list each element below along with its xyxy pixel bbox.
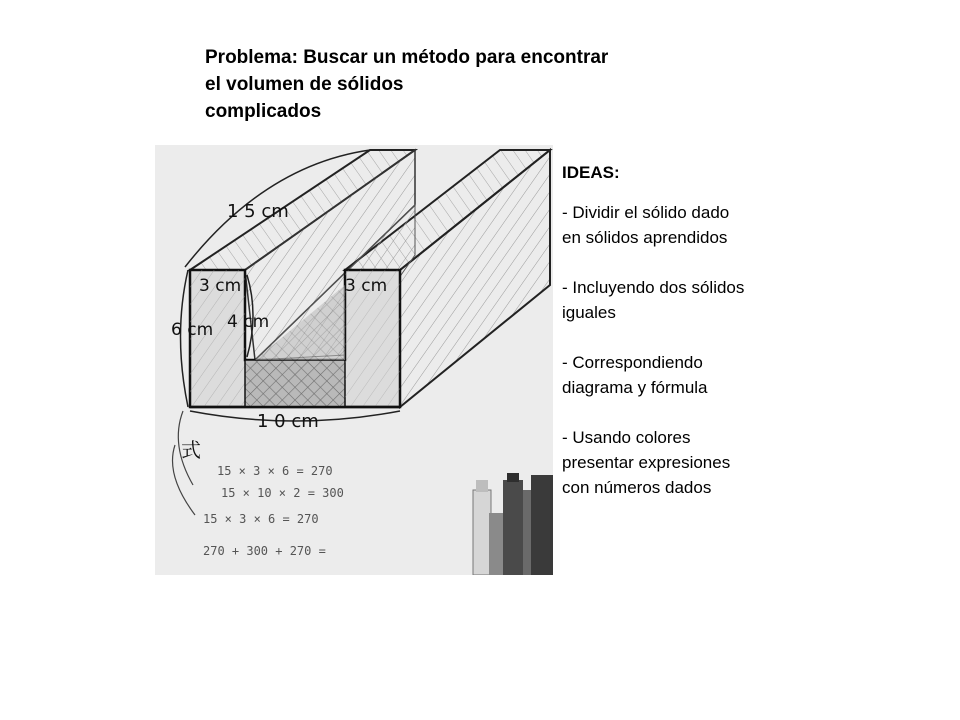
marker-pen-tip bbox=[507, 473, 519, 482]
ideas-heading: IDEAS: bbox=[562, 163, 620, 182]
idea-line: presentar expresiones bbox=[562, 453, 731, 472]
idea-line: - Incluyendo dos sólidos bbox=[562, 278, 745, 297]
marker-pen bbox=[503, 480, 523, 575]
problem-title-line: el volumen de sólidos bbox=[205, 74, 404, 95]
formula-line: 15 × 3 × 6 = 270 bbox=[203, 512, 319, 526]
idea-item bbox=[562, 350, 882, 400]
ideas-panel bbox=[562, 160, 882, 525]
idea-line: en sólidos aprendidos bbox=[562, 228, 728, 247]
solid-diagram bbox=[155, 145, 553, 575]
idea-line: con números dados bbox=[562, 478, 712, 497]
marker-pen-tip bbox=[476, 480, 488, 492]
marker-pen bbox=[473, 490, 491, 575]
formula-mark: 式 bbox=[181, 438, 201, 462]
marker-pen bbox=[531, 475, 553, 575]
formula-line: 15 × 10 × 2 = 300 bbox=[221, 486, 344, 500]
idea-item bbox=[562, 275, 882, 325]
idea-line: iguales bbox=[562, 303, 616, 322]
formula-line: 270 + 300 + 270 = bbox=[203, 544, 326, 558]
idea-line: - Usando colores bbox=[562, 428, 691, 447]
dimension-label: 3 cm bbox=[199, 276, 242, 296]
front-bottom-part bbox=[245, 360, 345, 407]
problem-title-line: complicados bbox=[205, 101, 322, 122]
formula-line: 15 × 3 × 6 = 270 bbox=[217, 464, 333, 478]
dimension-label: 6 cm bbox=[171, 320, 214, 340]
problem-title bbox=[205, 44, 685, 125]
problem-title-line: Problema: Buscar un método para encontrar bbox=[205, 47, 609, 68]
dimension-label: 1 0 cm bbox=[257, 411, 319, 432]
idea-line: - Dividir el sólido dado bbox=[562, 203, 730, 222]
dimension-label: 4 cm bbox=[227, 312, 270, 332]
dimension-label: 1 5 cm bbox=[227, 201, 289, 222]
marker-pen bbox=[489, 513, 503, 575]
idea-item bbox=[562, 200, 882, 250]
idea-line: - Correspondiendo bbox=[562, 353, 703, 372]
dimension-label: 3 cm bbox=[345, 276, 388, 296]
idea-item bbox=[562, 425, 882, 500]
idea-line: diagrama y fórmula bbox=[562, 378, 708, 397]
solid-photo bbox=[155, 145, 553, 575]
